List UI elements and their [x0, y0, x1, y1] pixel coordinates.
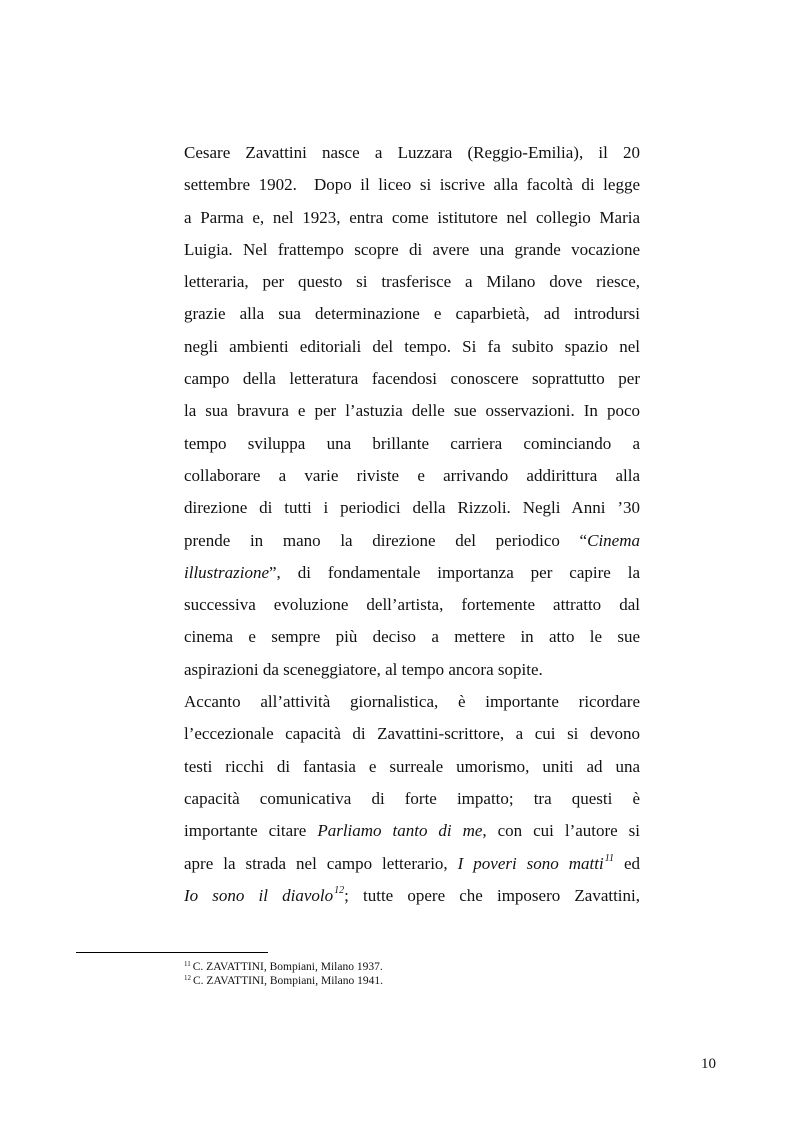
footnote-ref[interactable]: 12 [334, 884, 345, 896]
text-line: campo della letteratura facendosi conoscere soprattutto per [184, 369, 640, 389]
footnote-text: C. ZAVATTINI, Bompiani, Milano 1941. [193, 975, 383, 987]
paragraph-1 [184, 137, 640, 686]
footnote-ref[interactable]: 11 [604, 852, 614, 864]
text-line: la sua bravura e per l’astuzia delle sue osservazioni. In poco [184, 401, 640, 421]
text-line: a Parma e, nel 1923, entra come istitutore nel collegio Maria [184, 207, 640, 227]
footnote-item [184, 960, 383, 974]
text-line: settembre 1902. Dopo il liceo si iscrive alla facoltà di legge [184, 175, 640, 195]
text-line: collaborare a varie riviste e arrivando addirittura alla [184, 465, 640, 485]
text-line: l’eccezionale capacità di Zavattini-scrittore, a cui si devono [184, 724, 640, 744]
text-line: apre la strada nel campo letterario, I poveri sono matti$^{11}$ ed [184, 852, 641, 873]
text-line: cinema e sempre più deciso a mettere in atto le sue [184, 627, 640, 647]
text-line: Luigia. Nel frattempo scopre di avere una grande vocazione [184, 239, 640, 259]
italic-title: I poveri sono matti [457, 853, 604, 873]
text-line: grazie alla sua determinazione e caparbietà, ad introdursi [184, 304, 640, 324]
footnote-number: 12 [184, 974, 191, 982]
footnotes [184, 960, 383, 988]
text-line: direzione di tutti i periodici della Rizzoli. Negli Anni ’30 [184, 498, 640, 518]
footnote-separator [76, 952, 268, 953]
footnote-text: C. ZAVATTINI, Bompiani, Milano 1937. [192, 961, 383, 973]
italic-title: Parliamo tanto di me [317, 821, 483, 841]
body-text [184, 137, 640, 912]
text-line: illustrazione”, di fondamentale importanza per capire la [184, 562, 640, 582]
footnote-item [184, 974, 383, 988]
text-line: Cesare Zavattini nasce a Luzzara (Reggio-Emilia), il 20 [184, 143, 640, 162]
paragraph-2 [184, 686, 640, 912]
page-number: 10 [701, 1056, 716, 1072]
text-line: capacità comunicativa di forte impatto; tra questi è [184, 788, 640, 808]
text-line: Accanto all’attività giornalistica, è importante ricordare [184, 692, 640, 712]
text-line: letteraria, per questo si trasferisce a Milano dove riesce, [184, 272, 640, 292]
text-line: successiva evoluzione dell’artista, fortemente attratto dal [184, 595, 640, 615]
footnote-number: 11 [184, 960, 191, 968]
italic-title: Io sono il diavolo [184, 885, 334, 905]
italic-title: Cinema [587, 530, 640, 550]
text-line: prende in mano la direzione del periodico “Cinema [184, 530, 640, 550]
text-line: Io sono il diavolo$^{12}$; tutte opere che imposero Zavattini, [184, 884, 641, 905]
italic-title: illustrazione [184, 562, 270, 582]
text-line: aspirazioni da sceneggiatore, al tempo ancora sopite. [184, 659, 543, 679]
text-line: testi ricchi di fantasia e surreale umorismo, uniti ad una [184, 756, 640, 776]
text-line: importante citare Parliamo tanto di me, con cui l’autore si [184, 821, 641, 841]
text-line: tempo sviluppa una brillante carriera cominciando a [184, 433, 640, 453]
text-line: negli ambienti editoriali del tempo. Si fa subito spazio nel [184, 336, 640, 356]
